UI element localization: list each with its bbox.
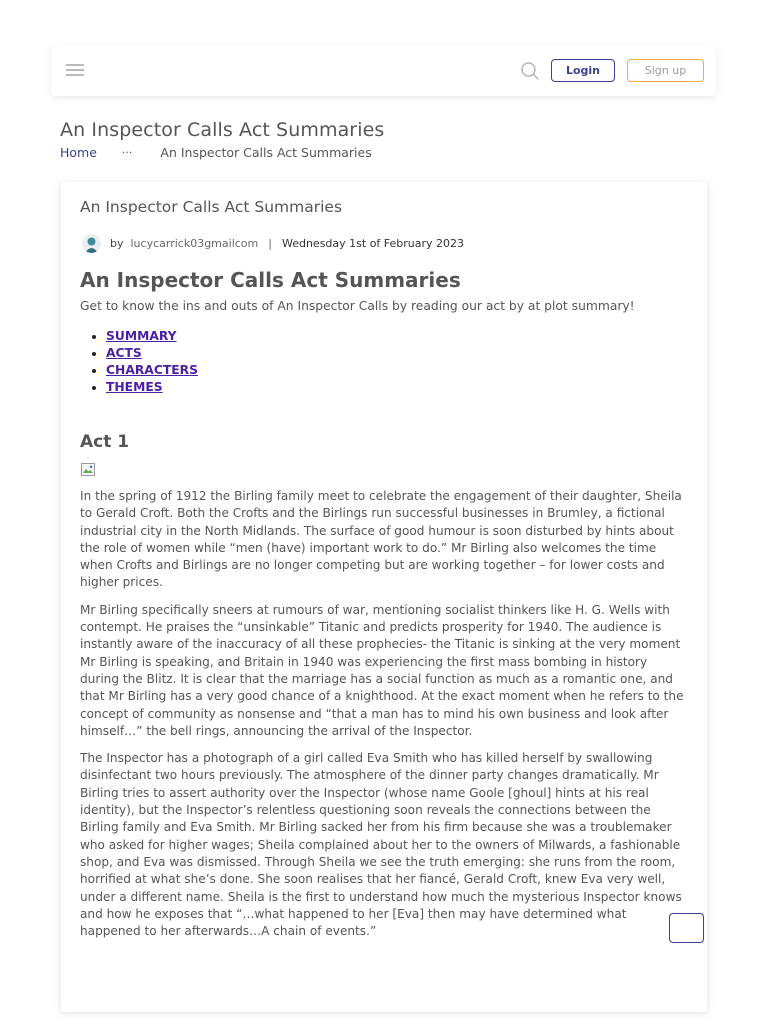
- table-of-contents: [106, 328, 198, 396]
- toc-link-themes[interactable]: THEMES: [106, 380, 163, 394]
- article-body: [80, 488, 690, 950]
- article-card-title: An Inspector Calls Act Summaries: [80, 198, 343, 216]
- toc-item: [106, 379, 198, 396]
- article-card: [61, 182, 707, 1012]
- article-intro: Get to know the ins and outs of An Inspector Calls by reading our act by at plot summary!: [80, 299, 635, 313]
- search-icon[interactable]: [520, 61, 540, 81]
- breadcrumb-separator: ···: [121, 146, 133, 159]
- meta-divider: |: [268, 237, 272, 250]
- article-paragraph: The Inspector has a photograph of a girl called Eva Smith who has killed herself by swallowing disinfectant two hours previously. The atmosphere of the dinner party changes dramatically. Mr Birling tries to assert authority over the Inspector (whose name Goole [ghoul] hints at his real identity), but the Inspector’s relentless questioning soon reveals the connections between the Birling family and Eva Smith. Mr Birling sacked her from his firm because she was a troublemaker who asked for higher wages; Sheila complained about her to the owners of Milwards, a fashionable shop, and Eva was dismissed. Through Sheila we see the truth emerging: she runs from the room, horrified at what she’s done. She soon realises that her fiancé, Gerald Croft, knew Eva very well, under a different name. Sheila is the first to understand how much the mysterious Inspector knows and how he exposes that “…what happened to her [Eva] then may have determined what happened to her afterwards…A chain of events.”: [80, 751, 682, 939]
- article-heading: An Inspector Calls Act Summaries: [80, 268, 461, 292]
- meta-by-label: by: [110, 237, 124, 250]
- breadcrumb-current: An Inspector Calls Act Summaries: [160, 145, 372, 160]
- author-name[interactable]: lucycarrick03gmailcom: [130, 237, 259, 250]
- act-1-heading: Act 1: [80, 432, 130, 452]
- hamburger-menu-icon[interactable]: [66, 64, 84, 77]
- toc-link-characters[interactable]: CHARACTERS: [106, 363, 198, 377]
- toc-item: [106, 362, 198, 379]
- page-title: An Inspector Calls Act Summaries: [60, 119, 385, 141]
- article-paragraph: In the spring of 1912 the Birling family meet to celebrate the engagement of their daughter, Sheila to Gerald Croft. Both the Crofts and the Birlings run successful businesses in Brumley, a fictional industrial city in the North Midlands. The surface of good humour is soon disturbed by hints about the role of women while “men (have) important work to do.” Mr Birling also welcomes the time when Crofts and Birlings are no longer competing but are working together – for lower costs and higher prices.: [80, 489, 682, 590]
- toc-link-acts[interactable]: ACTS: [106, 346, 142, 360]
- broken-image-icon: [81, 462, 97, 476]
- signup-button[interactable]: Sign up: [627, 59, 704, 82]
- top-navigation-bar: [51, 45, 716, 96]
- toc-item: [106, 328, 198, 345]
- article-paragraph: Mr Birling specifically sneers at rumours of war, mentioning socialist thinkers like H. G. Wells with contempt. He praises the “unsinkable” Titanic and predicts prosperity for 1940. The audience is instantly aware of the inaccuracy of all these prophecies- the Titanic is sinking at the very moment Mr Birling is speaking, and Britain in 1940 was experiencing the first mass bombing in history during the Blitz. It is clear that the marriage has a social function as much as a romantic one, and that Mr Birling has a very good chance of a knighthood. At the exact moment when he refers to the concept of community as nonsense and “that a man has to mind his own business and look after himself…” the bell rings, announcing the arrival of the Inspector.: [80, 602, 684, 738]
- breadcrumb: [60, 145, 372, 160]
- toc-link-summary[interactable]: SUMMARY: [106, 329, 177, 343]
- publish-date: Wednesday 1st of February 2023: [281, 237, 465, 250]
- login-button[interactable]: Login: [551, 59, 615, 82]
- author-avatar: [82, 234, 101, 253]
- toc-item: [106, 345, 198, 362]
- article-meta: [82, 234, 464, 253]
- floating-action-button[interactable]: [669, 913, 704, 943]
- breadcrumb-home-link[interactable]: Home: [60, 145, 97, 160]
